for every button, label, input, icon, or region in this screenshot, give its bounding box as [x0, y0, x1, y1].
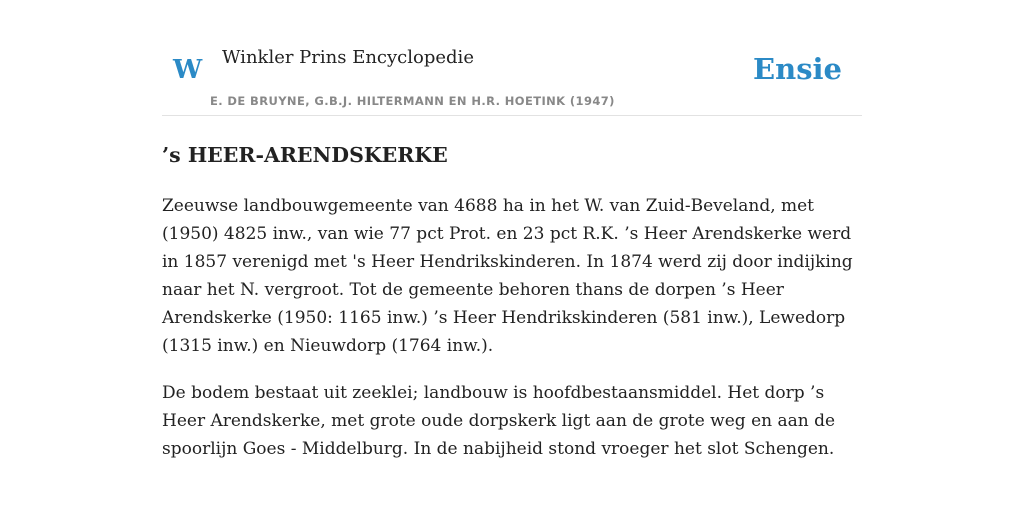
entry-paragraph: De bodem bestaat uit zeeklei; landbouw is hoofdbestaansmiddel. Het dorp ’s Heer Arendskerke, met grote oude dorpskerk ligt aan de grote weg en aan de spoorlijn Goes - Middelburg. In de nabijheid stond vroeger het slot Schengen. [162, 383, 836, 459]
ensie-logo[interactable]: Ensie [753, 52, 842, 86]
winkler-prins-logo[interactable]: W [173, 55, 203, 85]
article-card [162, 0, 862, 459]
entry-headword: ’s HEER-ARENDSKERKE [162, 143, 448, 167]
publication-title[interactable]: Winkler Prins Encyclopedie [222, 47, 474, 68]
entry-body [162, 192, 862, 482]
entry-paragraph: Zeeuwse landbouwgemeente van 4688 ha in het W. van Zuid-Beveland, met (1950) 4825 inw., van wie 77 pct Prot. en 23 pct R.K. ’s Heer Arendskerke werd in 1857 verenigd met 's Heer Hendrikskinderen. In 1874 werd zij door indijking naar het N. vergroot. Tot de gemeente behoren thans de dorpen ’s Heer Arendskerke (1950: 1165 inw.) ’s Heer Hendrikskinderen (581 inw.), Lewedorp (1315 inw.) en Nieuwdorp (1764 inw.). [162, 196, 853, 356]
authors-line: E. DE BRUYNE, G.B.J. HILTERMANN EN H.R. HOETINK (1947) [210, 94, 615, 108]
encyclopedia-header [162, 0, 862, 116]
